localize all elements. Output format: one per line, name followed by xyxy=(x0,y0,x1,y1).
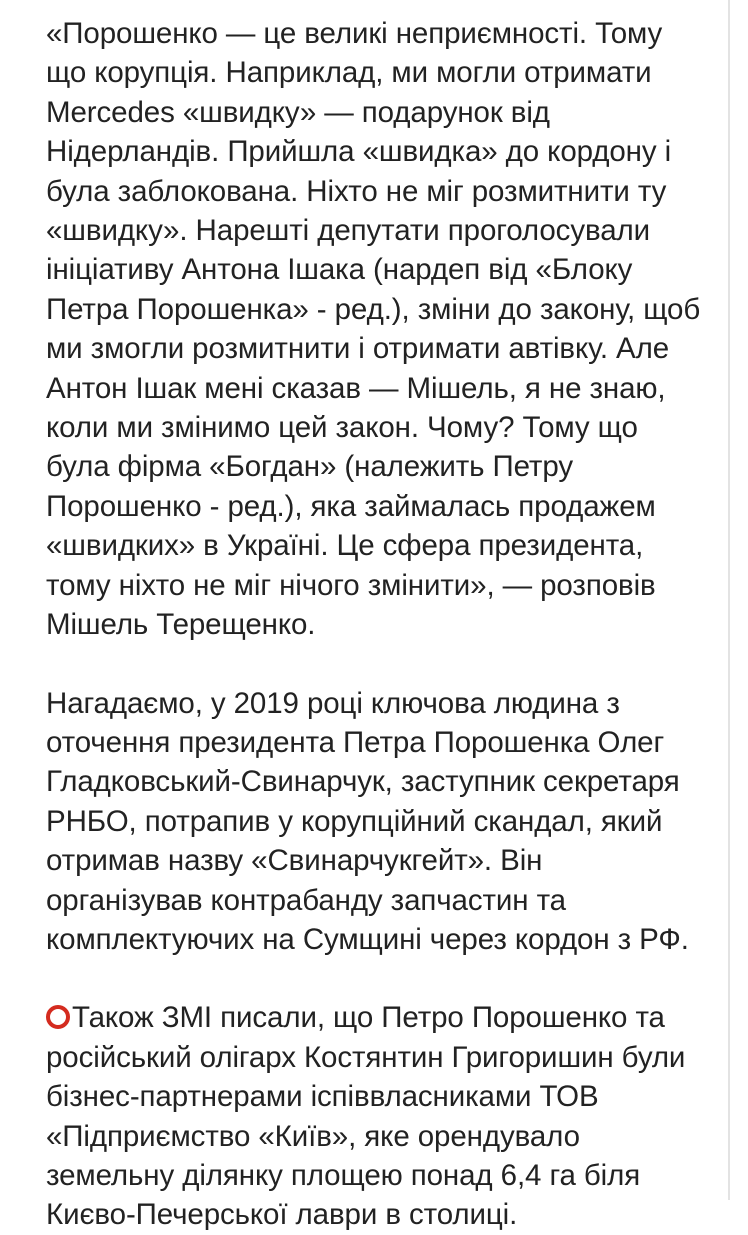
text-line: Києво-Печерської лаври в столиці. xyxy=(46,1198,518,1232)
text-line xyxy=(46,998,716,1037)
text-line: російський олігарх Костянтин Григоришин були xyxy=(46,1040,686,1074)
scroll-edge-divider xyxy=(728,0,730,1200)
text-line: Нідерландів. Прийшла «швидка» до кордону і xyxy=(46,135,672,169)
text-line: «швидких» в Україні. Це сфера президента, xyxy=(46,529,644,563)
text-line: Мішель Терещенко. xyxy=(46,608,316,642)
text-line: Гладковський-Свинарчук, заступник секретаря xyxy=(46,765,680,799)
text-line: Антон Ішак мені сказав — Мішель, я не знаю, xyxy=(46,371,666,405)
text-line: була заблокована. Ніхто не міг розмитнити ту xyxy=(46,174,667,208)
paragraph-quote xyxy=(46,14,716,645)
text-line: отримав назву «Свинарчукгейт». Він xyxy=(46,844,543,878)
text-line: була фірма «Богдан» (належить Петру xyxy=(46,450,573,484)
text-line-content: Також ЗМІ писали, що Петро Порошенко та xyxy=(72,1001,665,1035)
text-line: РНБО, потрапив у корупційний скандал, який xyxy=(46,804,663,838)
text-line: Нагадаємо, у 2019 році ключова людина з xyxy=(46,686,620,720)
text-line: що корупція. Наприклад, ми могли отримати xyxy=(46,56,652,90)
red-circle-icon xyxy=(46,1005,70,1029)
text-line: бізнес-партнерами іспіввласниками ТОВ xyxy=(46,1080,599,1114)
text-line: «Порошенко — це великі неприємності. Тому xyxy=(46,17,663,50)
text-line: ми змогли розмитнити і отримати автівку. Але xyxy=(46,332,670,366)
text-line: тому ніхто не міг нічого змінити», — розповів xyxy=(46,568,656,602)
text-line: Mercedes «швидку» — подарунок від xyxy=(46,95,550,129)
text-line: «швидку». Нарешті депутати проголосували xyxy=(46,214,651,248)
text-line: Порошенко - ред.), яка займалась продажем xyxy=(46,489,656,523)
paragraph-media-reports xyxy=(46,998,716,1234)
text-line: організував контрабанду запчастин та xyxy=(46,883,566,917)
text-line: Петра Порошенка» - ред.), зміни до закону, щоб xyxy=(46,292,701,326)
text-line: «Підприємство «Київ», яке орендувало xyxy=(46,1119,580,1153)
text-line: оточення президента Петра Порошенка Олег xyxy=(46,725,665,759)
text-line: ініціативу Антона Ішака (нардеп від «Блоку xyxy=(46,253,633,287)
article-body xyxy=(46,14,716,1235)
text-line: комплектуючих на Сумщині через кордон з РФ. xyxy=(46,922,689,956)
text-line: коли ми змінимо цей закон. Чому? Тому що xyxy=(46,411,638,445)
text-line: земельну ділянку площею понад 6,4 га біля xyxy=(46,1158,641,1192)
paragraph-reminder xyxy=(46,684,716,960)
